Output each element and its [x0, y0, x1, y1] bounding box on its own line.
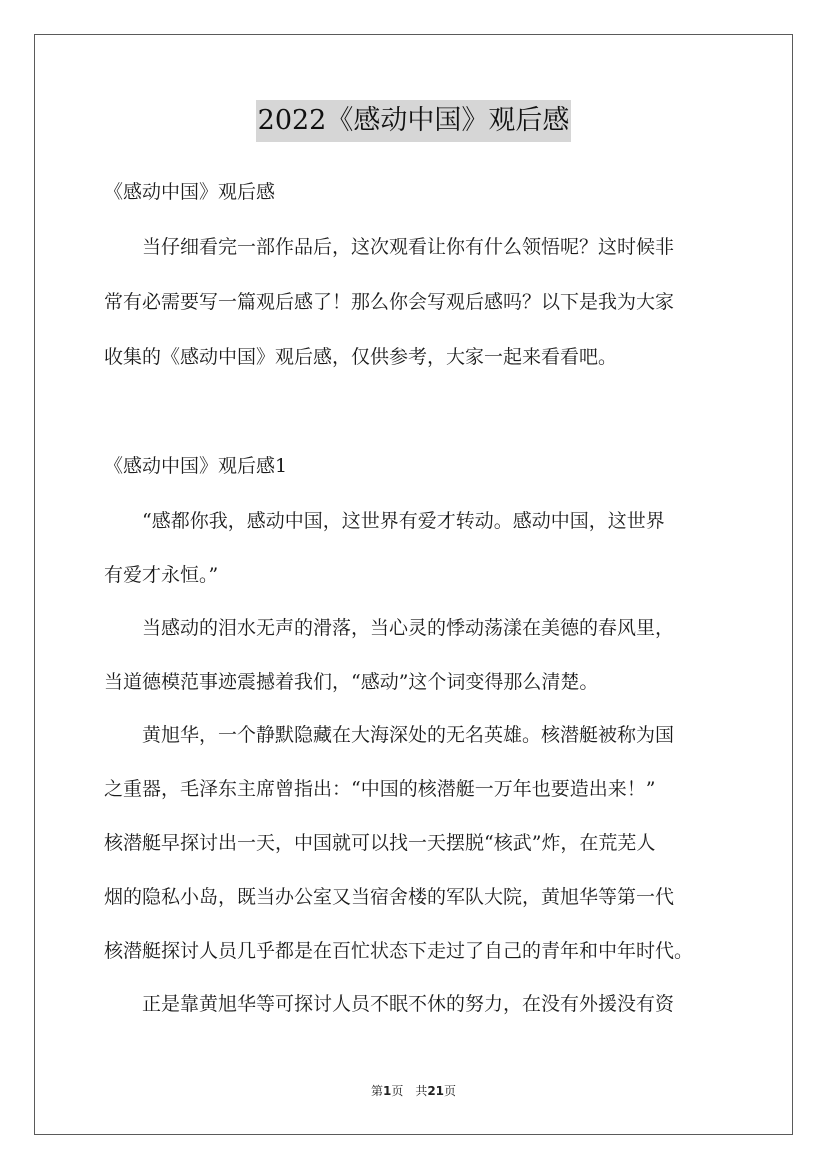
- paragraph-line: 当仔细看完一部作品后，这次观看让你有什么领悟呢？这时候非: [104, 236, 675, 258]
- paragraph-line: 收集的《感动中国》观后感，仅供参考，大家一起来看看吧。: [104, 346, 618, 368]
- page-label-prefix: 第: [370, 1084, 383, 1098]
- paragraph-line: 之重器，毛泽东主席曾指出：“中国的核潜艇一万年也要造出来！”: [104, 778, 656, 800]
- page-label-suffix: 页: [444, 1084, 457, 1098]
- paragraph-line: 正是靠黄旭华等可探讨人员不眠不休的努力，在没有外援没有资: [104, 993, 675, 1015]
- paragraph-line: 核潜艇早探讨出一天，中国就可以找一天摆脱“核武”炸，在荒芜人: [104, 832, 656, 854]
- page-footer: [0, 1082, 827, 1099]
- paragraph-line: 当感动的泪水无声的滑落，当心灵的悸动荡漾在美德的春风里，: [104, 617, 675, 639]
- section-heading: 《感动中国》观后感: [104, 181, 276, 203]
- page-label-mid: 页 共: [391, 1084, 428, 1098]
- paragraph-line: 有爱才永恒。”: [104, 564, 219, 586]
- document-title: 2022《感动中国》观后感: [256, 100, 572, 142]
- total-page-count: 21: [427, 1084, 445, 1098]
- paragraph-line: 核潜艇探讨人员几乎都是在百忙状态下走过了自己的青年和中年时代。: [104, 940, 694, 962]
- paragraph-line: “感都你我，感动中国，这世界有爱才转动。感动中国，这世界: [104, 510, 665, 532]
- paragraph-line: 黄旭华，一个静默隐藏在大海深处的无名英雄。核潜艇被称为国: [104, 724, 675, 746]
- paragraph-line: 烟的隐私小岛，既当办公室又当宿舍楼的军队大院，黄旭华等第一代: [104, 886, 675, 908]
- section-heading: 《感动中国》观后感1: [104, 455, 288, 477]
- title-container: [0, 100, 827, 142]
- paragraph-line: 常有必需要写一篇观后感了！那么你会写观后感吗？以下是我为大家: [104, 291, 675, 313]
- paragraph-line: 当道德模范事迹震撼着我们，“感动”这个词变得那么清楚。: [104, 671, 599, 693]
- current-page-number: 1: [382, 1084, 392, 1098]
